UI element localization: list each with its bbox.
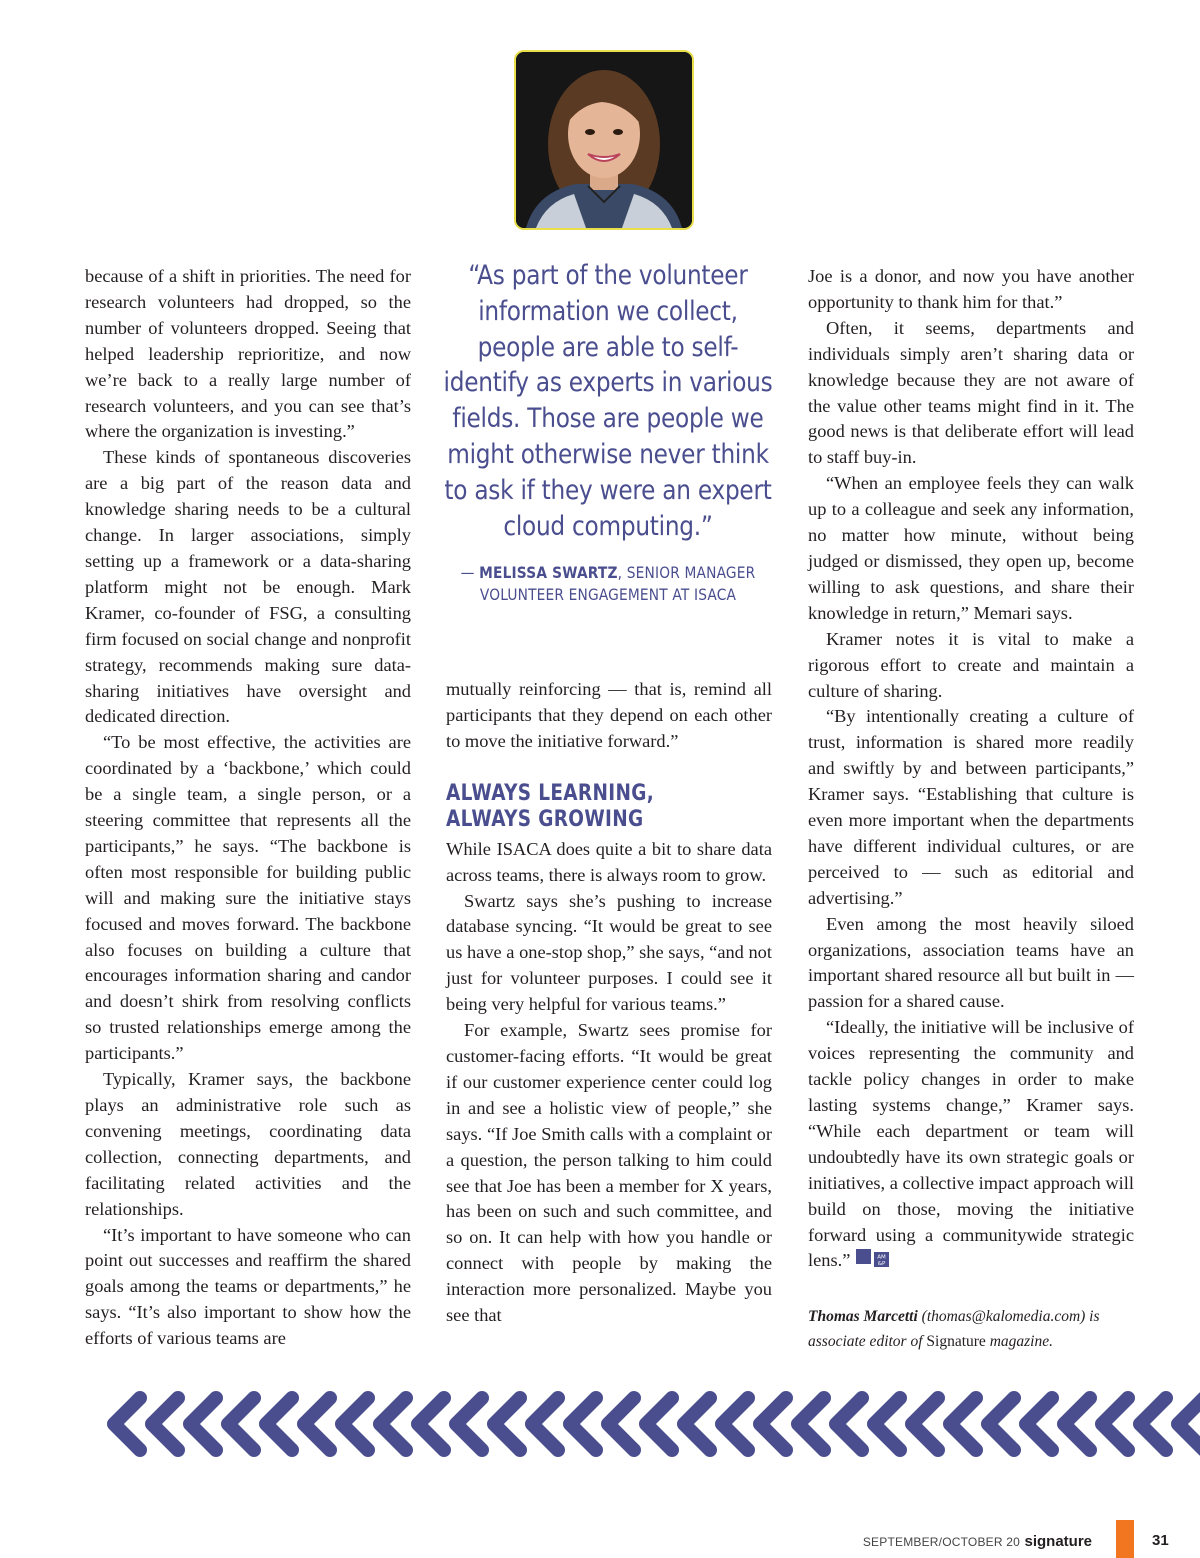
chevron-mark xyxy=(380,1398,406,1450)
body-paragraph: mutually reinforcing — that is, remind all participants that they depend on each other to move the initiative forward.” xyxy=(446,679,772,751)
pull-quote xyxy=(440,258,776,606)
chevron-mark xyxy=(836,1398,862,1450)
chevron-mark xyxy=(1140,1398,1166,1450)
body-paragraph: Typically, Kramer says, the backbone plays an administrative role such as convening meetings, coordinating data collection, connecting departments, and facilitating related activities and the relationships. xyxy=(85,1069,411,1219)
bio-email: (thomas@kalomedia.com) is associate editor of xyxy=(808,1308,1100,1351)
body-paragraph: For example, Swartz sees promise for customer-facing efforts. “It would be great if our customer experience center could log in and see a holistic view of people,” she says. “If Joe Smith calls with a complaint or a question, the person talking to him could see that Joe has been a member for X years, has been on such and such committee, and so on. It can help with how you handle or connect with people by making the interaction more personalized. Maybe you see that xyxy=(446,1020,772,1326)
footer-accent-bar xyxy=(1116,1520,1134,1558)
page-number: 31 xyxy=(1152,1532,1169,1549)
chevron-mark xyxy=(760,1398,786,1450)
attribution-dash: — xyxy=(460,563,480,583)
body-paragraph: Joe is a donor, and now you have another opportunity to thank him for that.” xyxy=(808,266,1134,312)
chevron-mark xyxy=(228,1398,254,1450)
chevron-mark xyxy=(190,1398,216,1450)
svg-text:&P: &P xyxy=(878,1261,886,1268)
chevron-mark xyxy=(304,1398,330,1450)
left-column xyxy=(85,264,411,1352)
chevron-mark xyxy=(912,1398,938,1450)
body-paragraph: These kinds of spontaneous discoveries are a big part of the reason data and knowledge sharing needs to be a cultural change. In larger associations, simply setting up a framework or a data-sharing platform might not be enough. Mark Kramer, co-founder of FSG, a consulting firm focused on social change and nonprofit strategy, recommends making sure data-sharing initiatives have oversight and dedicated direction. xyxy=(85,447,411,727)
bio-end: magazine. xyxy=(985,1333,1053,1351)
magazine-name: signature xyxy=(1024,1533,1092,1550)
attribution-name: MELISSA SWARTZ xyxy=(479,563,618,583)
chevron-mark xyxy=(114,1398,140,1450)
chevron-mark xyxy=(456,1398,482,1450)
body-paragraph-final xyxy=(808,1015,1134,1274)
chevron-mark xyxy=(798,1398,824,1450)
attribution-title: , SENIOR MANAGER VOLUNTEER ENGAGEMENT AT ISACA xyxy=(479,563,756,605)
body-paragraph: “It’s important to have someone who can point out successes and reaffirm the shared goals among the teams or departments,” he says. “It’s also important to show how the efforts of various teams are xyxy=(85,1224,411,1349)
body-paragraph: Swartz says she’s pushing to increase database syncing. “It would be great to see us have a one-stop shop,” she says, “and not just for volunteer purposes. I could see it being very helpful for various teams.” xyxy=(446,890,772,1015)
chevron-mark xyxy=(608,1398,634,1450)
body-paragraph: “To be most effective, the activities are coordinated by a ‘backbone,’ which could be a single team, a single person, or a steering committee that represents all the participants,” he says. “The backbone is often most responsible for building public will and making sure the initiative stays focused and moves forward. The backbone also focuses on building a culture that encourages information sharing and candor and doesn’t shirk from resolving conflicts so trusted relationships emerge among the participants.” xyxy=(85,732,411,1064)
svg-text:AM: AM xyxy=(877,1254,887,1261)
chevron-mark xyxy=(1064,1398,1090,1450)
portrait-image xyxy=(516,52,692,228)
chevron-mark xyxy=(342,1398,368,1450)
chevron-mark xyxy=(722,1398,748,1450)
chevron-mark xyxy=(1026,1398,1052,1450)
subhead-line-1: ALWAYS LEARNING, xyxy=(446,780,655,806)
end-mark-icon xyxy=(856,1249,887,1268)
chevron-border-decoration xyxy=(0,1388,1200,1460)
chevron-mark xyxy=(418,1398,444,1450)
right-column xyxy=(808,264,1134,1354)
pull-quote-attribution xyxy=(440,562,775,606)
middle-column xyxy=(446,677,772,1329)
chevron-mark xyxy=(266,1398,292,1450)
chevron-mark xyxy=(494,1398,520,1450)
issue-date: SEPTEMBER/OCTOBER 20 xyxy=(862,1535,1020,1549)
subhead-line-2: ALWAYS GROWING xyxy=(446,806,644,832)
final-paragraph-text: “Ideally, the initiative will be inclusive of voices representing the community and tackle policy changes in order to make lasting systems change,” Kramer says. “While each department or team will undoubtedly have its own strategic goals or initiatives, a collective impact approach will build on those, moving the initiative forward using a communitywide strategic lens.” xyxy=(808,1017,1134,1271)
chevron-mark xyxy=(152,1398,178,1450)
body-paragraph: “When an employee feels they can walk up to a colleague and seek any information, no matter how minute, without being judged or dismissed, they open up, become willing to ask questions, and share their knowledge in return,” Memari says. xyxy=(808,473,1134,623)
chevron-mark xyxy=(1102,1398,1128,1450)
chevron-mark xyxy=(1178,1398,1200,1450)
chevron-mark xyxy=(988,1398,1014,1450)
chevron-mark xyxy=(570,1398,596,1450)
bio-author-name: Thomas Marcetti xyxy=(808,1308,918,1326)
body-paragraph: because of a shift in priorities. The need for research volunteers had dropped, so the number of volunteers dropped. Seeing that helped leadership reprioritize, and now we’re back to a really large number of research volunteers, and you can see that’s where the organization is investing.” xyxy=(85,266,411,442)
chevron-mark xyxy=(874,1398,900,1450)
author-bio xyxy=(808,1304,1134,1354)
am-p-logo xyxy=(874,1252,889,1267)
body-paragraph: “By intentionally creating a culture of trust, information is shared more readily and swiftly by and between participants,” Kramer says. “Establishing that culture is even more important when the departments have different individual cultures, or are perceived to — such as editorial and advertising.” xyxy=(808,706,1134,908)
chevron-mark xyxy=(646,1398,672,1450)
chevron-mark xyxy=(950,1398,976,1450)
body-paragraph: Kramer notes it is vital to make a rigorous effort to create and maintain a culture of sharing. xyxy=(808,628,1134,701)
page-footer xyxy=(0,1534,1200,1558)
chevron-mark xyxy=(532,1398,558,1450)
body-paragraph: Even among the most heavily siloed organizations, association teams have an important shared resource all but built in — passion for a shared cause. xyxy=(808,913,1134,1012)
section-subhead xyxy=(446,781,774,833)
bio-publication: Signature xyxy=(926,1333,986,1351)
author-photo xyxy=(514,50,694,230)
pull-quote-text: “As part of the volunteer information we collect, people are able to self-identify as experts in various fields. Those are people we might otherwise never think to ask if they were an expert cloud computing.” xyxy=(443,260,773,542)
body-paragraph: While ISACA does quite a bit to share data across teams, there is always room to grow. xyxy=(446,838,772,885)
body-paragraph: Often, it seems, departments and individuals simply aren’t sharing data or knowledge because they are not aware of the value other teams might find in it. The good news is that deliberate effort will lead to staff buy-in. xyxy=(808,317,1134,468)
chevron-mark xyxy=(684,1398,710,1450)
